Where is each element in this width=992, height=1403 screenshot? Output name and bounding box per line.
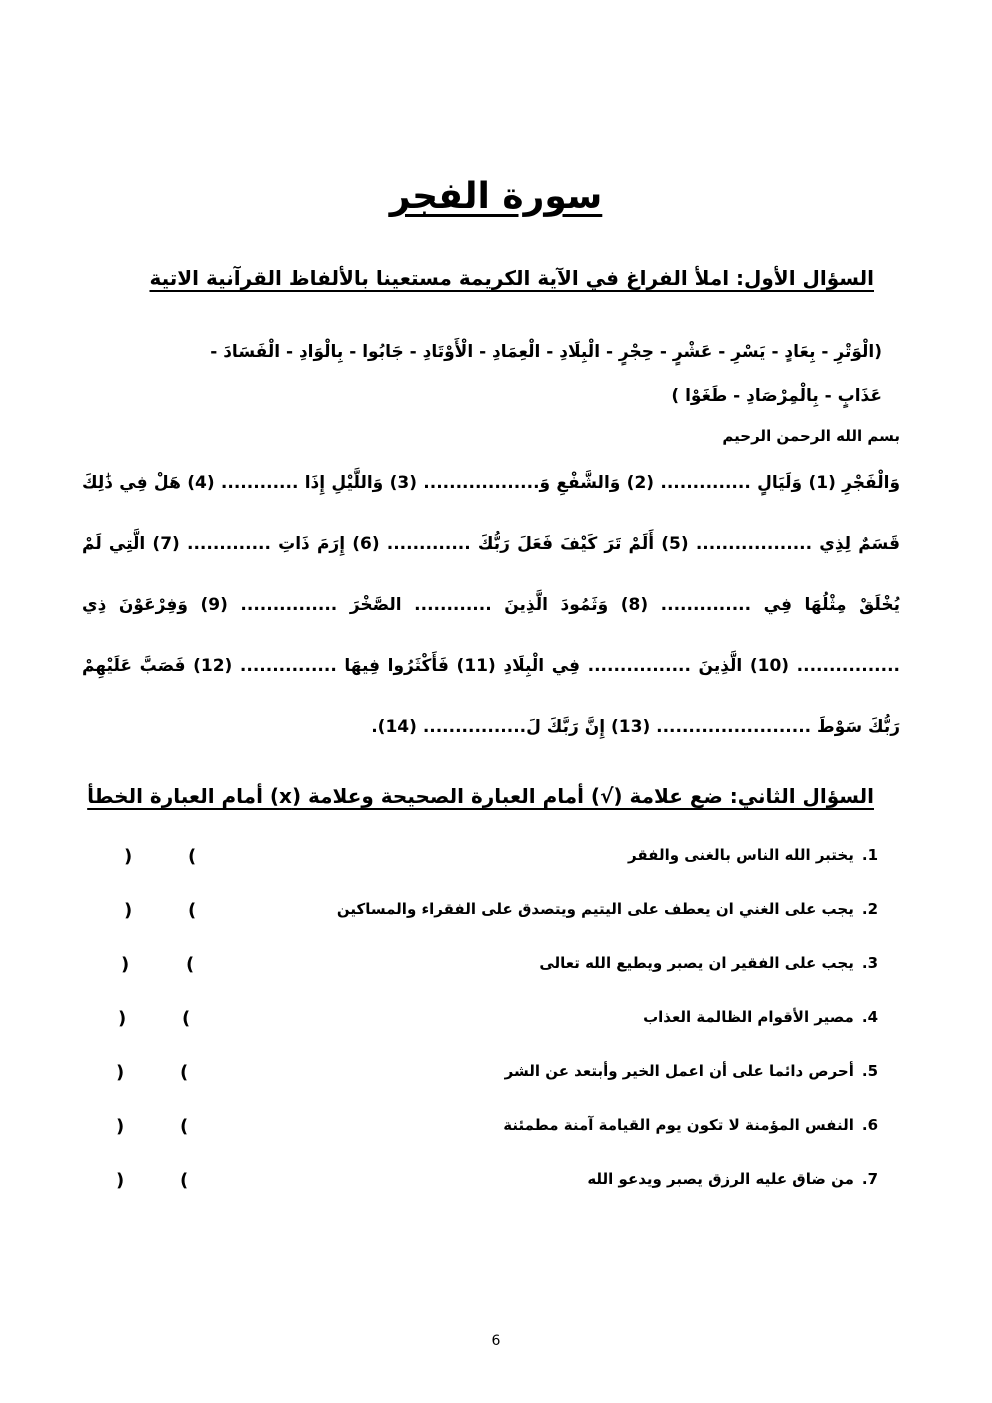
list-item [0, 1056, 992, 1110]
answer-open-paren[interactable]: ( [180, 1116, 189, 1137]
answer-close-paren[interactable]: ) [118, 1008, 127, 1029]
answer-close-paren[interactable]: ) [121, 954, 130, 975]
answer-open-paren[interactable]: ( [186, 954, 195, 975]
statement-text: يختبر الله الناس بالغنى والفقر [628, 846, 854, 864]
word-bank-line: عَذَابٍ - بِالْمِرْصَادِ - طَغَوْا ) [671, 386, 882, 406]
list-item [0, 948, 992, 1002]
list-item [0, 1164, 992, 1218]
surah-line: قَسَمٌ لِذِي .................. (5) أَلَمْ تَرَ كَيْفَ فَعَلَ رَبُّكَ ............. (6) إِرَمَ ذَاتِ ............. (7) الَّتِي لَمْ [82, 534, 900, 554]
question-1-heading: السؤال الأول: املأ الفراغ في الآية الكريمة مستعينا بالألفاظ القرآنية الاتية [149, 266, 874, 290]
surah-line: يُخْلَقْ مِثْلُهَا فِي .............. (8) وَثَمُودَ الَّذِينَ ............ الصَّخْرَ ............... (9) وَفِرْعَوْنَ ذِي [82, 595, 900, 615]
answer-open-paren[interactable]: ( [180, 1062, 189, 1083]
basmala: بسم الله الرحمن الرحيم [722, 427, 900, 445]
question-2-heading: السؤال الثاني: ضع علامة (√) أمام العبارة الصحيحة وعلامة (x) أمام العبارة الخطأ [87, 784, 874, 808]
surah-fill-in-text [82, 462, 900, 767]
item-number: 7. [861, 1170, 878, 1188]
surah-line: وَالْفَجْرِ (1) وَلَيَالٍ .............. (2) وَالشَّفْعِ وَ.................. (3) وَاللَّيْلِ إِذَا ............ (4) هَلْ فِي ذَٰلِكَ [82, 473, 900, 493]
statement-text: النفس المؤمنة لا تكون يوم القيامة آمنة مطمئنة [503, 1116, 854, 1134]
surah-line: ................ (10) الَّذِينَ ................ فِي الْبِلَادِ (11) فَأَكْثَرُوا فِيهَا ............... (12) فَصَبَّ عَلَيْهِمْ [82, 656, 900, 676]
list-item [0, 1110, 992, 1164]
true-false-list [0, 840, 992, 1218]
list-item [0, 894, 992, 948]
word-bank [112, 330, 882, 418]
statement-text: أحرص دائما على أن اعمل الخير وأبتعد عن الشر [504, 1062, 854, 1080]
answer-close-paren[interactable]: ) [116, 1170, 125, 1191]
answer-open-paren[interactable]: ( [188, 900, 197, 921]
surah-line: رَبُّكَ سَوْطَ ........................ (13) إِنَّ رَبَّكَ لَ................ (14). [371, 717, 900, 737]
answer-open-paren[interactable]: ( [188, 846, 197, 867]
item-number: 6. [861, 1116, 878, 1134]
answer-close-paren[interactable]: ) [116, 1062, 125, 1083]
page-title: سورة الفجر [389, 176, 603, 217]
answer-open-paren[interactable]: ( [180, 1170, 189, 1191]
item-number: 1. [861, 846, 878, 864]
list-item [0, 1002, 992, 1056]
answer-open-paren[interactable]: ( [182, 1008, 191, 1029]
statement-text: يجب على الفقير ان يصبر ويطيع الله تعالى [539, 954, 854, 972]
item-number: 2. [861, 900, 878, 918]
item-number: 5. [861, 1062, 878, 1080]
word-bank-line: (الْوَتْرِ - بِعَادٍ - يَسْرِ - عَشْرٍ - حِجْرٍ - الْبِلَادِ - الْعِمَادِ - الْأَوْتَادِ - جَابُوا - بِالْوَادِ - الْفَسَادَ - [210, 342, 882, 362]
answer-close-paren[interactable]: ) [124, 846, 133, 867]
statement-text: مصير الأقوام الظالمة العذاب [643, 1008, 854, 1026]
item-number: 4. [861, 1008, 878, 1026]
item-number: 3. [861, 954, 878, 972]
statement-text: يجب على الغني ان يعطف على اليتيم ويتصدق على الفقراء والمساكين [336, 900, 854, 918]
page-number: 6 [491, 1333, 501, 1349]
answer-close-paren[interactable]: ) [116, 1116, 125, 1137]
statement-text: من ضاق عليه الرزق يصبر ويدعو الله [587, 1170, 854, 1188]
list-item [0, 840, 992, 894]
answer-close-paren[interactable]: ) [124, 900, 133, 921]
